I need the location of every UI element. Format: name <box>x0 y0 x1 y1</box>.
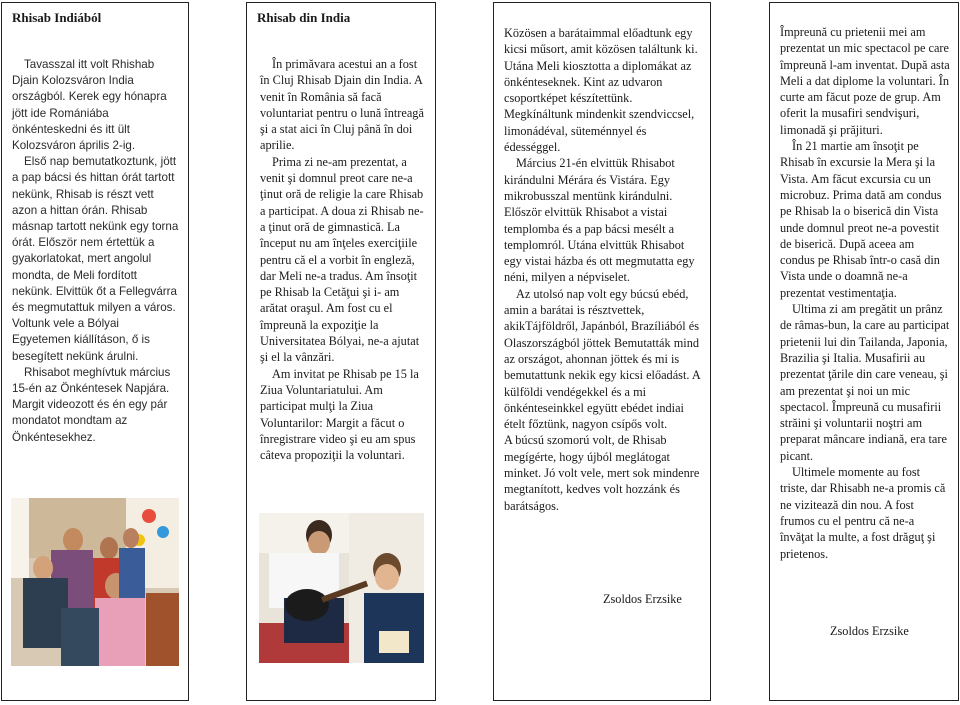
column-title: Rhisab din India <box>257 10 351 25</box>
column-hungarian-continued <box>493 2 711 701</box>
guitar-lesson-photo <box>259 513 424 663</box>
column-hungarian-intro <box>1 2 189 701</box>
paragraph: În primăvara acestui an a fost în Cluj Rhisab Djain din India. A venit în România să facă voluntariat pentru o lună întreagă şi a stat aici în Cluj până în doi aprilie. <box>260 57 424 153</box>
paragraph: Március 21-én elvittük Rhisabot kirándulni Mérára és Vistára. Egy mikrobusszal mentünk kirándulni. Először elvittük Rhisabot a vistai templomba és a pap bácsi mesélt a templomról. Utána elvittük Rhisabot egy vistai házba és ott megmutatta egy néni, milyen a népviselet. <box>504 156 695 285</box>
column-text <box>12 57 179 446</box>
column-title: Rhisab Indiából <box>12 10 102 25</box>
column-romanian-continued <box>769 2 959 701</box>
paragraph: Prima zi ne-am prezentat, a venit şi domnul preot care ne-a ţinut oră de religie la care Rhisab a participat. A doua zi Rhisab ne-a ţinut oră de gimnastică. La început nu am înţeles exerciţiile pentru că el a vorbit în engleză, dar Meli ne-a tradus. Am însoţit pe Rhisab la Cetăţui şi i- am arătat oraşul. Am fost cu el împreună la expoziţie la Universitatea Bólyai, ne-a ajutat şi el la vânzări. <box>260 154 424 365</box>
paragraph: Împreună cu prietenii mei am prezentat un mic spectacol pe care împreună l-am inventat. După asta Meli a dat diplome la voluntari. În curte am făcut poze de grup. Am oferit la musafiri sendvişuri, limonadă şi prăjituri. <box>780 25 950 137</box>
column-text <box>260 56 426 463</box>
paragraph: Az utolsó nap volt egy búcsú ebéd, amin a barátai is résztvettek, akikTájföldről, Japánból, Brazíliából és Olaszországból jöttek Bemutatták mind az országot, ahonnan jöttek és mi is bemutattunk nekik egy kicsi előadást. A külföldi vendégekkel és a mi önkénteseinkkel együtt ebédet indiai ételt főztünk, nagyon csípős volt. <box>504 286 701 432</box>
paragraph: Első nap bemutatkoztunk, jött a pap bácsi és hittan órát tartott nekünk, Rhisab is részt vett azon a hittan órán. Rhisab másnap tartott nekünk egy torna órát. Először nem értettük a gyakorlatokat, mert angolul mondta, de Meli fordított nekünk. Elvittük őt a Fellegvárra és megmutattuk milyen a város. Voltunk vele a Bólyai Egyetemen kiállításon, ő is besegített nekünk árulni. <box>12 155 179 363</box>
paragraph: În 21 martie am însoţit pe Rhisab în excursie la Mera şi la Vista. Am făcut excursia cu un microbuz. Prima dată am condus pe Rhisab la o biserică din Vista unde domnul preot ne-a povestit de biserică. După aceea am condus pe Rhisab într-o casă din Vista unde o doamnă ne-a prezentat vestimentaţia. <box>780 139 942 300</box>
paragraph: Rhisabot meghívtuk március 15-én az Önkéntesek Napjára. Margit videozott és én egy pár mondatot mondtam az Önkéntesekhez. <box>12 365 171 444</box>
paragraph: Ultimele momente au fost triste, dar Rhisabh ne-a promis că ne vizitează din nou. A fost frumos cu el pentru că ne-a învăţat la multe, a fost drăguţ şi prietenos. <box>780 465 946 561</box>
paragraph: Am invitat pe Rhisab pe 15 la Ziua Voluntariatului. Am participat mulţi la Ziua Voluntarilor: Margit a făcut o înregistrare video şi eu am spus câteva propoziţii la voluntari. <box>260 366 419 463</box>
group-dancing-photo <box>11 498 179 666</box>
paragraph: Közösen a barátaimmal előadtunk egy kicsi műsort, amit közösen találtunk ki. Utána Meli kiosztotta a diplomákat az önkénteseknek. Kint az udvaron csoportképet készítettünk. Megkínáltunk mindenkit szendviccsel, limonádéval, süteménnyel és édességgel. <box>504 26 698 155</box>
paragraph: A búcsú szomorú volt, de Rhisab megígérte, hogy újból meglátogat minket. Jó volt vele, mert sok mindenre megtanított, kedves volt hozzánk és barátságos. <box>504 433 700 513</box>
signature: Zsoldos Erzsike <box>603 592 682 606</box>
paragraph: Ultima zi am pregătit un prânz de râmas-bun, la care au participat prietenii lui din Tailanda, Japonia, Brazilia şi Italia. Musafirii au prezentat ţările din care veneau, şi am prezentat şi noi un mic spectacol. Împreună cu musafirii străini şi voluntarii noştri am preparat mâncare indiană, era tare picant. <box>780 302 950 463</box>
column-text <box>504 25 702 514</box>
column-romanian-intro <box>246 2 436 701</box>
signature: Zsoldos Erzsike <box>830 624 909 638</box>
paragraph: Tavasszal itt volt Rhishab Djain Kolozsváron India országból. Kerek egy hónapra jött ide Romániába önkénteskedni és itt ült Kolozsváron április 2-ig. <box>12 58 167 153</box>
column-text <box>780 24 950 562</box>
